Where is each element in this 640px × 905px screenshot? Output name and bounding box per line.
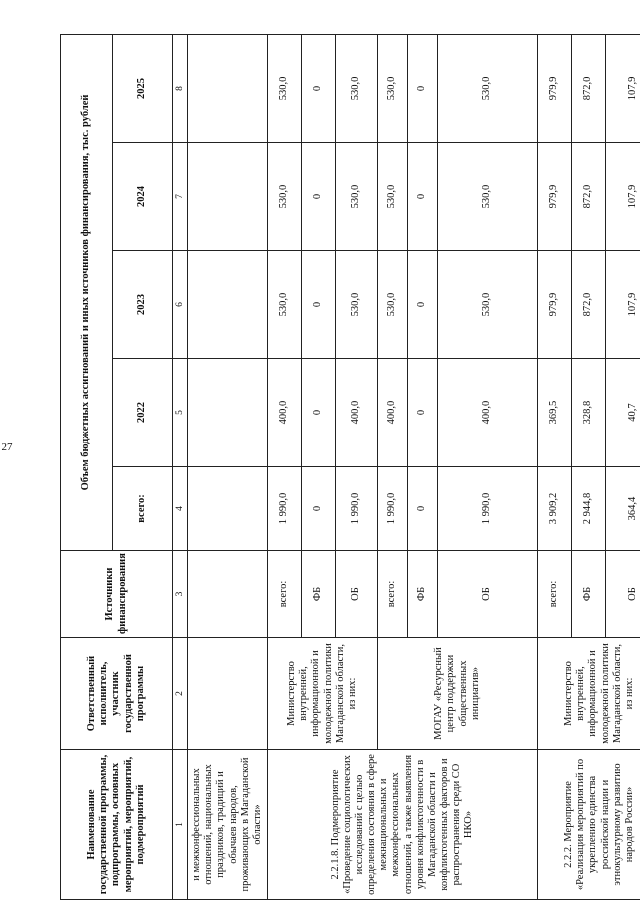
row-source: ФБ (408, 551, 438, 638)
header-year-2025: 2025 (113, 34, 173, 142)
col-number: 1 (173, 750, 188, 900)
row-value: 0 (302, 34, 336, 142)
col-number: 8 (173, 34, 188, 142)
row-value: 3 909,2 (538, 467, 572, 551)
row-value: 979,9 (538, 251, 572, 359)
row-value: 530,0 (336, 143, 378, 251)
header-year-2022: 2022 (113, 359, 173, 467)
row-value: 400,0 (438, 359, 538, 467)
row-value: 872,0 (572, 34, 606, 142)
row-value: 0 (302, 251, 336, 359)
row-name: 2.2.2. Мероприятие «Реализация мероприятий по укреплению единства российской нации и этнокультурному развитию народов России» (538, 750, 640, 900)
row-value: 107,9 (606, 251, 640, 359)
row-source: ОБ (606, 551, 640, 638)
col-number: 2 (173, 638, 188, 750)
row-value: 530,0 (268, 34, 302, 142)
table-row (538, 34, 572, 899)
row-source: ФБ (572, 551, 606, 638)
header-executor: Ответственный исполнитель, участник государственной программы (61, 638, 173, 750)
row-value: 530,0 (438, 34, 538, 142)
col-number: 3 (173, 551, 188, 638)
row-value: 400,0 (336, 359, 378, 467)
row-value: 1 990,0 (336, 467, 378, 551)
funding-table (60, 34, 640, 900)
row-value: 0 (302, 467, 336, 551)
row-value: 1 990,0 (438, 467, 538, 551)
row-name: 2.2.1.8. Подмероприятие «Проведение социологических исследований с целью определения состояния в сфере межнациональных и межконфессиональных отношений, а также выявления уровня конфликтогенности в Магаданской области и конфликтогенных факторов и распространения среди СО НКО» (268, 750, 538, 900)
row-executor: Министерство внутренней, информационной и молодежной политики Магаданской области, из них: (538, 638, 640, 750)
header-year-2023: 2023 (113, 251, 173, 359)
row-source: всего: (268, 551, 302, 638)
row-value: 530,0 (438, 251, 538, 359)
row-value: 0 (408, 467, 438, 551)
row-source: всего: (378, 551, 408, 638)
row-source: ОБ (336, 551, 378, 638)
header-year-2024: 2024 (113, 143, 173, 251)
row-value: 400,0 (378, 359, 408, 467)
row-value: 530,0 (438, 143, 538, 251)
row-value: 0 (408, 251, 438, 359)
row-executor: МОГАУ «Ресурсный центр поддержки общественных инициатив» (378, 638, 538, 750)
row-value: 0 (302, 359, 336, 467)
col-number: 4 (173, 467, 188, 551)
page-number: 27 (1, 441, 13, 453)
col-number: 5 (173, 359, 188, 467)
row-value: 979,9 (538, 34, 572, 142)
row-value: 872,0 (572, 251, 606, 359)
row-value: 328,8 (572, 359, 606, 467)
table-row (268, 34, 302, 899)
row-value: 979,9 (538, 143, 572, 251)
header-total: всего: (113, 467, 173, 551)
row-value: 107,9 (606, 143, 640, 251)
row-value: 530,0 (378, 143, 408, 251)
row-value: 530,0 (378, 251, 408, 359)
row-source: ФБ (302, 551, 336, 638)
row-value: 530,0 (378, 34, 408, 142)
row-value: 1 990,0 (378, 467, 408, 551)
row-value: 2 944,8 (572, 467, 606, 551)
row-value: 0 (302, 143, 336, 251)
row-value: 0 (408, 143, 438, 251)
col-number: 7 (173, 143, 188, 251)
rotated-table-wrapper (60, 35, 639, 900)
row-value: 0 (408, 34, 438, 142)
row-value: 530,0 (336, 251, 378, 359)
header-funding: Объем бюджетных ассигнований и иных источников финансирования, тыс. рублей (61, 34, 113, 550)
row-value: 364,4 (606, 467, 640, 551)
header-name: Наименование государственной программы, подпрограммы, основных мероприятий, мероприятий, подмероприятий (61, 750, 173, 900)
row-name: и межконфессиональных отношений, национальных праздников, традиций и обычаев народов, проживающих в Магаданской области» (188, 750, 268, 900)
row-source: ОБ (438, 551, 538, 638)
row-value: 1 990,0 (268, 467, 302, 551)
row-value: 400,0 (268, 359, 302, 467)
row-value: 530,0 (268, 143, 302, 251)
header-source: Источники финансирования (61, 551, 173, 638)
row-value: 369,5 (538, 359, 572, 467)
col-number: 6 (173, 251, 188, 359)
table-row (188, 34, 268, 899)
row-value: 872,0 (572, 143, 606, 251)
row-value: 530,0 (336, 34, 378, 142)
row-value: 0 (408, 359, 438, 467)
row-value: 40,7 (606, 359, 640, 467)
row-value: 107,9 (606, 34, 640, 142)
row-executor: Министерство внутренней, информационной и молодежной политики Магаданской области, из них: (268, 638, 378, 750)
row-source: всего: (538, 551, 572, 638)
row-value: 530,0 (268, 251, 302, 359)
